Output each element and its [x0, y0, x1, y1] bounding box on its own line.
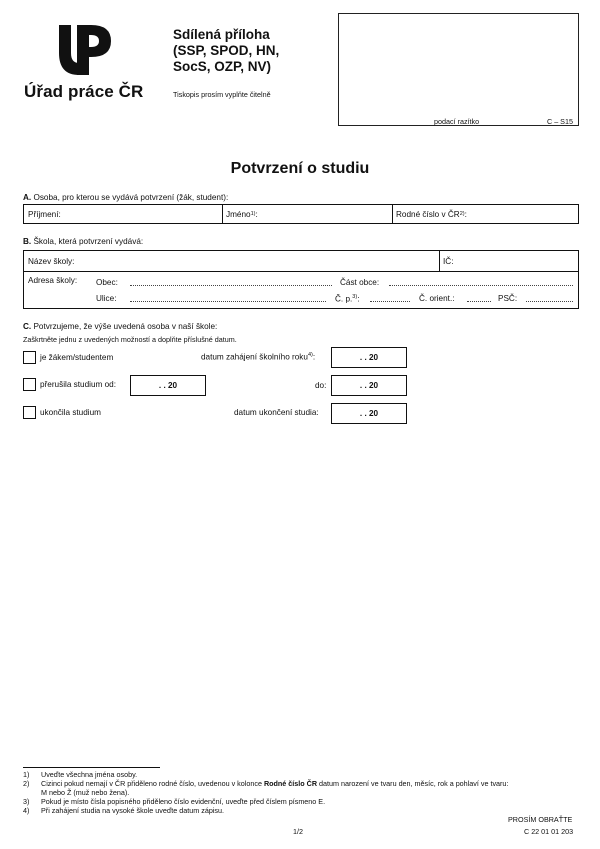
- option-student-label: je žákem/studentem: [40, 353, 114, 362]
- section-a-heading: A. Osoba, pro kterou se vydává potvrzení (žák, student):: [23, 193, 229, 202]
- school-year-start-label: datum zahájení školního roku$^{4)}$:: [201, 352, 316, 362]
- town-part-label: Část obce:: [340, 278, 380, 287]
- orient-label: Č. orient.:: [419, 294, 455, 303]
- fill-instruction: Tiskopis prosím vyplňte čitelně: [173, 90, 271, 99]
- section-c-instruction: Zaškrtněte jednu z uvedených možností a doplňte příslušné datum.: [23, 335, 237, 344]
- school-year-start-date-input[interactable]: . . 20: [331, 347, 407, 368]
- address-label: Adresa školy:: [28, 276, 78, 285]
- office-name: Úřad práce ČR: [24, 82, 144, 101]
- street-label: Ulice:: [96, 294, 117, 303]
- psc-input[interactable]: [526, 301, 573, 302]
- page-title: Potvrzení o studiu: [230, 160, 370, 177]
- stamp-box: [338, 13, 579, 126]
- option-interrupted-checkbox[interactable]: [23, 378, 36, 391]
- psc-label: PSČ:: [498, 294, 518, 303]
- option-interrupted-label: přerušila studium od:: [40, 380, 116, 389]
- study-end-label: datum ukončení studia:: [234, 408, 319, 417]
- town-label: Obec:: [96, 278, 118, 287]
- section-c-heading: C. Potvrzujeme, že výše uvedená osoba v naší škole:: [23, 322, 218, 331]
- form-title: Sdílená příloha (SSP, SPOD, HN, SocS, OZP, NV): [173, 27, 280, 74]
- section-b-heading: B. Škola, která potvrzení vydává:: [23, 237, 144, 246]
- footnote-1: 1) Uveďte všechna jména osoby.: [23, 770, 138, 779]
- study-end-date-input[interactable]: . . 20: [331, 403, 407, 424]
- footnote-divider: [23, 767, 160, 768]
- footnote-3: 3) Pokud je místo čísla popisného přiděleno číslo evidenční, uveďte před číslem písmeno E.: [23, 797, 326, 806]
- cp-input[interactable]: [370, 301, 410, 302]
- interrupted-to-label: do:: [315, 381, 327, 390]
- option-finished-label: ukončila studium: [40, 408, 101, 417]
- option-student-checkbox[interactable]: [23, 351, 36, 364]
- town-input[interactable]: [130, 285, 332, 286]
- footnote-2-line2: M nebo Ž (muž nebo žena).: [41, 788, 130, 797]
- orient-input[interactable]: [467, 301, 491, 302]
- urad-prace-logo-icon: [55, 23, 115, 78]
- ic-field[interactable]: IČ:: [443, 256, 454, 266]
- interrupted-to-date-input[interactable]: . . 20: [331, 375, 407, 396]
- person-box: [23, 204, 579, 224]
- street-input[interactable]: [130, 301, 326, 302]
- turn-over-note: PROSÍM OBRAŤTE: [508, 815, 573, 824]
- school-name-field[interactable]: Název školy:: [28, 256, 75, 266]
- first-name-field[interactable]: Jméno 1) :: [226, 209, 258, 219]
- town-part-input[interactable]: [389, 285, 573, 286]
- option-finished-checkbox[interactable]: [23, 406, 36, 419]
- interrupted-from-date-input[interactable]: . . 20: [130, 375, 206, 396]
- document-code: C 22 01 01 203: [524, 827, 574, 836]
- cp-label: Č. p.$^{3)}$:: [335, 294, 360, 304]
- stamp-label: podací razítko: [434, 117, 480, 126]
- logo: [55, 23, 115, 78]
- birth-number-field[interactable]: Rodné číslo v ČR 2) :: [396, 209, 467, 219]
- page-number: 1/2: [293, 827, 303, 836]
- footnote-4: 4) Při zahájení studia na vysoké škole uveďte datum zápisu.: [23, 806, 225, 815]
- form-code: C – S15: [547, 117, 573, 126]
- school-box: [23, 250, 579, 309]
- surname-field[interactable]: Příjmení:: [28, 209, 61, 219]
- footnote-2: 2) Cizinci pokud nemají v ČR přiděleno rodné číslo, uvedenou v kolonce Rodné číslo ČR datum narození ve tvaru den, měsíc, rok a pohlaví ve tvaru:: [23, 779, 509, 788]
